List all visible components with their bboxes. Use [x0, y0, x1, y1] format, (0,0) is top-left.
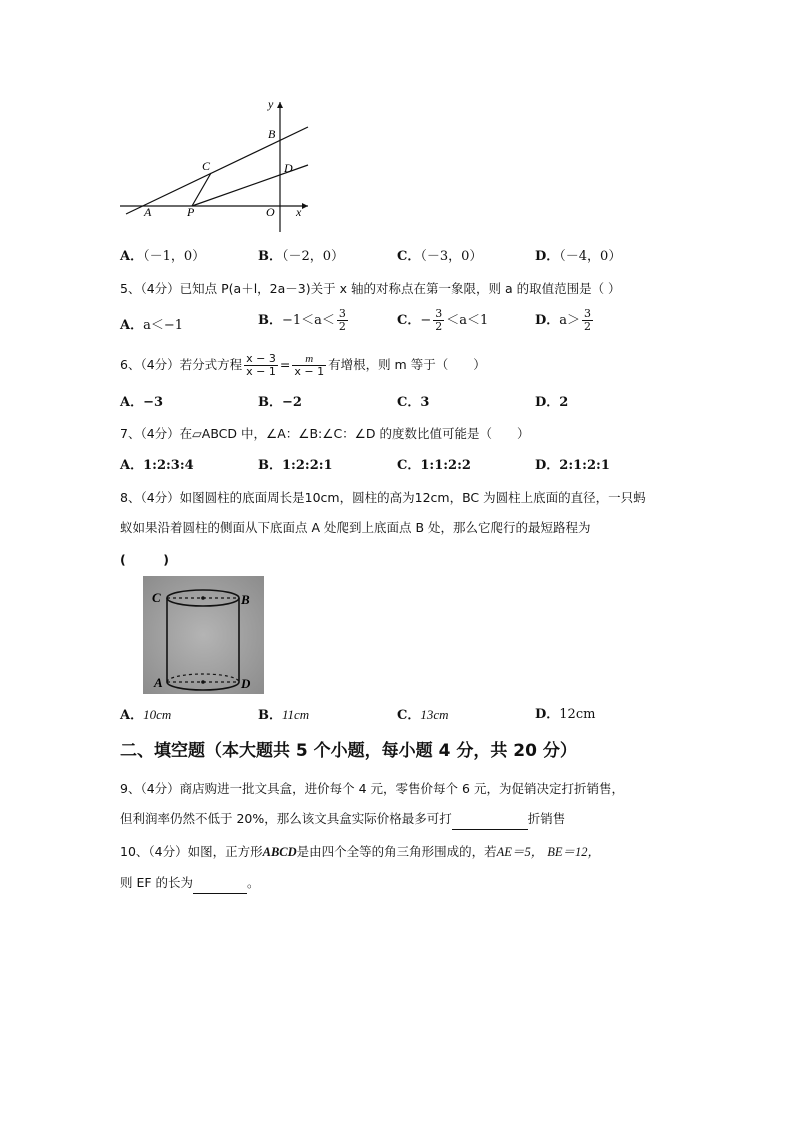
q7-option-a[interactable]: A．1:2:3:4	[120, 458, 194, 473]
label-d: D	[241, 676, 251, 691]
q5-stem: 5、（4分）已知点 P(a＋l，2a－3)关于 x 轴的对称点在第一象限，则 a 的取值范围是（ ）	[120, 281, 621, 296]
fraction: $\frac{3}{2}$	[435, 307, 443, 333]
cylinder-figure	[143, 576, 264, 694]
q8-option-a[interactable]: A．10cm	[120, 707, 172, 723]
q8-option-d[interactable]: D．12cm	[535, 707, 596, 722]
q6-option-d[interactable]: D．2	[535, 395, 569, 410]
q9-line-1: 9、（4分）商店购进一批文具盒，进价每个 4 元，零售价每个 6 元，为促销决定打折销售，	[120, 781, 624, 796]
q8-line-3: ( )	[120, 552, 169, 567]
label-p: P	[187, 205, 195, 219]
q6-option-a[interactable]: A．−3	[120, 395, 164, 410]
q5-option-b[interactable]: B．−1＜a＜ $\frac{3}{2}$	[258, 307, 346, 333]
q4-option-a[interactable]: A．（－1，0）	[120, 249, 206, 264]
q7-option-c[interactable]: C．1:1:2:2	[397, 458, 471, 473]
q5-option-a[interactable]: A．a＜−1	[120, 318, 184, 333]
q7-stem: 7、（4分）在▱ABCD 中，∠A：∠B:∠C：∠D 的度数比值可能是（ ）	[120, 426, 530, 441]
q6-option-b[interactable]: B．−2	[258, 395, 302, 410]
label-b: B	[241, 592, 250, 607]
q8-option-c[interactable]: C．13cm	[397, 707, 449, 723]
q9-line-2: 但利润率仍然不低于 20%，那么该文具盒实际价格最多可打 折销售	[120, 809, 565, 830]
label-x: x	[296, 205, 302, 219]
fraction-left: $\frac{x - 3}{x - 1}$	[246, 352, 276, 378]
label-b: B	[268, 127, 276, 141]
q4-option-b[interactable]: B．（－2，0）	[258, 249, 345, 264]
fraction: $\frac{3}{2}$	[338, 307, 346, 333]
q5-option-c[interactable]: C．− $\frac{3}{2}$ ＜a＜1	[397, 307, 489, 333]
section-heading: 二、填空题（本大题共 5 个小题，每小题 4 分，共 20 分）	[120, 741, 577, 761]
q10-line-2: 则 EF 的长为 。	[120, 873, 260, 894]
q5-option-d[interactable]: D．a＞ $\frac{3}{2}$	[535, 307, 592, 333]
coordinate-figure	[118, 96, 318, 236]
q6-stem: 6、（4分）若分式方程 $\frac{x - 3}{x - 1}$ = $\frac{m}{x - 1}$ 有增根，则 m 等于（ ）	[120, 352, 486, 378]
label-c: C	[152, 590, 161, 605]
y-axis-arrow	[277, 102, 283, 108]
q9-answer-blank[interactable]	[452, 809, 528, 830]
q8-option-b[interactable]: B．11cm	[258, 707, 310, 723]
label-d: D	[284, 161, 293, 175]
label-a: A	[154, 675, 163, 690]
label-o: O	[266, 205, 275, 219]
q6-option-c[interactable]: C．3	[397, 395, 430, 410]
label-c: C	[202, 159, 211, 173]
bottom-center-dot	[201, 680, 205, 684]
fraction-right: $\frac{m}{x - 1}$	[294, 353, 325, 378]
q10-answer-blank[interactable]	[193, 873, 247, 894]
fraction: $\frac{3}{2}$	[584, 307, 592, 333]
top-center-dot	[201, 596, 205, 600]
q8-line-1: 8、（4分）如图圆柱的底面周长是10cm，圆柱的高为12cm，BC 为圆柱上底面的直径，一只蚂	[120, 490, 646, 505]
q7-option-d[interactable]: D．2:1:2:1	[535, 458, 610, 473]
label-a: A	[144, 205, 152, 219]
label-y: y	[268, 97, 274, 111]
q10-line-1: 10、（4分）如图，正方形ABCD是由四个全等的角三角形围成的，若AE＝5， BE＝12，	[120, 844, 600, 859]
q8-line-2: 蚁如果沿着圆柱的侧面从下底面点 A 处爬到上底面点 B 处，那么它爬行的最短路程为	[120, 520, 591, 535]
q4-option-c[interactable]: C．（－3，0）	[397, 249, 483, 264]
q7-option-b[interactable]: B．1:2:2:1	[258, 458, 333, 473]
x-axis-arrow	[302, 203, 308, 209]
q4-option-d[interactable]: D．（－4，0）	[535, 249, 622, 264]
line-ab	[126, 127, 308, 214]
